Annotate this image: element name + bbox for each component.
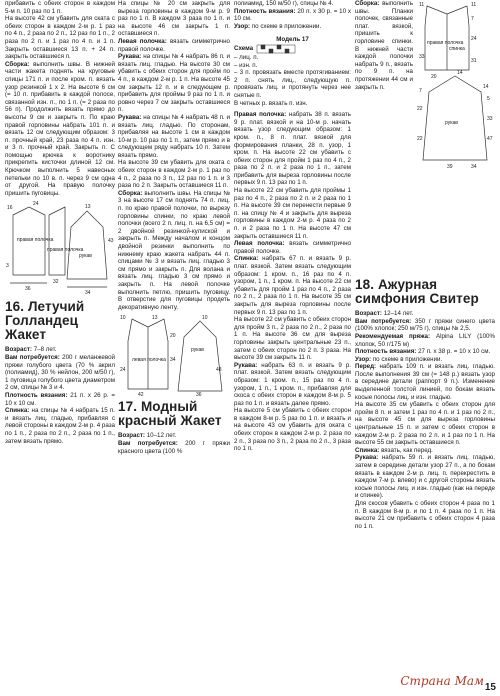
diagram-num: 16 [7, 205, 13, 212]
col3-left-front [234, 240, 351, 255]
sleeves-label: Рукава: [355, 454, 379, 462]
col4-para2: На высоте 35 см убавить с обеих сторон для пройм 8 п. и затем 1 раз по 4 п. и 1 раз по 2 п., на высоте 45 см для выреза горловины центральные 15 п. и затем с обеих сторон в каждом 2-м р. 2 раза по 2 п. и 1 раз по 1 п. На высоте 55 см закрыть оставшиеся п. [355, 401, 497, 447]
col1-density [5, 392, 115, 407]
pattern-label: Узор: [234, 22, 251, 30]
right-front-text: набрать 38 п. вязать 9 р. плат. вязкой и на 10-м р. начать вязать узор следующим образом: 1 кром. п., 8 п. плат. вязкой для формирования планки, 28 п. узор, 1 кром. п. На высоте 22 см убавить с обеих сторон для пройм 1 раз по 4 п., 2 раза по 2 п. и 2 раза по 1 п., затем прибавить для выреза горловины после первых 9 п. 13 раз по 1 п. [234, 111, 353, 187]
diagram-num: 10 [120, 315, 126, 322]
col3-density [234, 8, 351, 23]
diagram-num: 34 [471, 164, 477, 170]
pattern-text: по схеме в приложении. [250, 22, 322, 30]
pattern-diagram-16 [5, 197, 115, 297]
back-text: вязать, как перед. [379, 446, 433, 454]
diagram-num: 24 [120, 367, 126, 374]
sleeves2-text: на спицы № 4 набрать 48 п. и вязать лиц. гладью. По сторонам, прибавляя на высоте 1 см в каждом 10-м р. 10 раз по 1 п., затем прямо и в следующем ряду набрать 10 п. Затем вязать прямо. [118, 113, 232, 159]
diagram-num: 5 [487, 96, 490, 102]
col4-back [355, 447, 495, 455]
col4-front [355, 363, 495, 401]
col1-para2: На высоте 42 см убавить для ската с обеих сторон в каждом 2-м р. 1 раз по 4 п., 2 раза по 2 п., 12 раз по 1 п., 2 раза по 2 п. и 1 раз по 4 п. и 1 п. Закрыть оставшиеся 13 п. + 24 п. закрыть оставшиеся п. [5, 15, 117, 61]
diagram-num: 34 [85, 290, 91, 297]
col3-sleeves [234, 362, 351, 408]
col4-para3: Для скосов убавить с обеих сторон 4 раза по 1 п. В каждом 8-м р. и по 1 п. 4 раза по 1 п. На высоте 21 см прибавить с обеих сторон 4 раза по 1 п. [355, 499, 497, 530]
col1-materials [5, 354, 115, 392]
col2-sleeves [118, 53, 230, 114]
diagram-num: 47 [487, 136, 493, 142]
column-1 [5, 0, 115, 445]
diagram-label: правая полочка [427, 40, 464, 46]
col2-sleeves2 [118, 114, 230, 160]
pattern-diagram-17 [118, 311, 230, 397]
front-label: Перед: [355, 363, 377, 371]
assembly-label: Сборка: [118, 189, 143, 197]
diagram-num: 20 [431, 74, 437, 80]
pattern-label: Узор: [355, 355, 372, 363]
col3-para2: На высоте 22 см убавить для проймы 1 раз по 4 п., 2 раза по 2 п. и 2 раза по 1 п. На высоте 39 см перенести первые 9 п. на спицу № 4 и закрыть для выреза горловины в каждом 2-м р. 4 раза по 2 п. и 2 раза по 1 п. На высоте 47 см закрыть оставшиеся 11 п. [234, 187, 353, 240]
pattern-text: по схеме в приложении. [371, 355, 443, 363]
diagram-num: 36 [25, 286, 31, 293]
section-number: 17. [118, 399, 138, 415]
section-title: Ажурная симфония Свитер [355, 277, 479, 307]
materials-label: Вам потребуется: [355, 317, 412, 325]
diagram-label-sleeve: рукав [79, 253, 92, 260]
col1-para1: прибавить с обеих сторон в каждом 5-м п. 10 раз по 1 п. [5, 0, 117, 15]
sleeves-text: набрать 63 п. и вязать 9 р. плат. вязкой. Затем вязать следующим образом: 1 кром. п., 15 раз по 4 п. узором, 1 п., 1 кром. п., прибавляя для скоса с обеих сторон в каждом 8-м р. 5 раз по 1 п. и вязать далее прямо. [234, 361, 353, 407]
col2-sleeves3: На высоте 39 см убавить для оката с обеих сторон в каждом 2-м р. 1 раз по 4 п., 2 раза по 3 п., 12 раз по 1 п. и 3 раза по 2 п. Закрыть оставшиеся 11 п. [118, 159, 232, 190]
col4-assembly [355, 0, 413, 91]
diagram-num: 39 [447, 164, 453, 170]
density-label: Плотность вязания: [234, 7, 296, 15]
legend-knit: – лиц. п. [234, 53, 259, 61]
back-label: Спинка: [355, 446, 380, 454]
assembly-label: Сборка: [5, 60, 30, 68]
diagram-num: 10 [202, 315, 208, 322]
diagram-label: левая полочка [132, 357, 166, 364]
diagram-label: спинка [449, 46, 465, 52]
left-front-label: Левая полочка: [118, 37, 167, 45]
diagram-num: 11 [471, 2, 477, 8]
diagram-num: 13 [152, 315, 158, 322]
scheme-grid-icon [256, 44, 296, 54]
diagram-num: 33 [487, 116, 493, 122]
diagram-num: 7 [471, 16, 474, 22]
sleeves-label: Рукава: [118, 53, 142, 61]
column-2 [118, 0, 230, 455]
left-front-label: Левая полочка: [234, 240, 285, 248]
section-heading-16 [5, 300, 115, 342]
col2-left-front [118, 38, 230, 53]
col1-back [5, 407, 115, 445]
page-number: 15 [484, 682, 496, 693]
column-4 [355, 0, 495, 530]
diagram-num: 14 [457, 70, 463, 76]
diagram-label: рукав [445, 120, 458, 126]
right-front-label: Правая полочка: [234, 111, 287, 119]
col3-pattern [234, 23, 351, 31]
diagram-num: 33 [419, 54, 425, 60]
assembly-text: выполнить швы. На спицы № 3 на высоте 17 см поднять 74 п. лиц. п. по краю правой полочки, по вырезу горловины спинки, по краю левой полочки (всего 2 п. лиц. п. на 6,5 см) = 2 двойной резинкой-кулиской и закрыть п. Между началом и концом двойной резинки выполнить по нижнему краю жакета набрать 44 п. спицами № 3 и вязать лиц. гладью 3 см прямо и закрыть п. Для волана и вязать лиц. гладью 3 см прямо и закрыть п. На левой полочке выполнить петлю, пришить пуговицу. В отверстие для пуговицы продеть декоративную ленту. [118, 189, 232, 311]
diagram-num: 22 [417, 106, 423, 112]
col2-para1: На спицы № 20 см закрыть для выреза горловины в каждом 9-м р. 9 раз по 1 п. В каждом 3 раза по 1 п. и на высоте 46 см закрыть 1 п. оставшиеся п. [118, 0, 232, 38]
left-front-text: вязать симметрично правой полочке. [118, 37, 232, 53]
density-text: 20 п. х 30 р. = 10 х 10 см. [234, 7, 353, 23]
density-text: 27 п. х 38 р. = 10 х 10 см. [416, 348, 491, 356]
back-text: набрать 67 п. и вязать 9 р. плат. вязкой. Затем вязать следующим образом: 1 кром. п., 16 раз по 4 п. узором, 1 п., 1 кром. п. На высоте 22 см убавить для пройм 1 раз по 4 п., 2 раза по 2 п., 2 раза по 1 п. На высоте 35 см закрыть для выреза горловины после первых 9 п. 13 раз по 1 п. [234, 255, 353, 316]
diagram-num: 13 [85, 204, 91, 211]
pattern-diagram-18a [417, 0, 495, 170]
col4-sleeves [355, 454, 495, 500]
col3-back [234, 255, 351, 316]
scheme-label: Схема [234, 45, 254, 53]
diagram-num: 31 [471, 58, 477, 64]
yarn-label: Рекомендуемая пряжа: [355, 332, 431, 340]
sleeves-text: на спицы № 4 набрать 86 п. и вязать лиц. гладью. На высоте 30 см убавить с обеих сторон для пройм по 4 п., в каждом 2-м р. 1 п. На высоте 45 см закрыть 12 п. и в следующем р. прибавить для проймы 9 раз по 1 п. и ровно через 7 см закрыть оставшиеся п. [118, 53, 232, 114]
back-text: на спицы № 4 набрать 15 п. и вязать лиц. гладью, прибавляя с левой стороны в каждом 2-м р. 4 раза по 1 п., 2 раза по 2 п., 2 раза по 1 п., затем вязать прямо. [5, 407, 117, 445]
left-front-text: вязать симметрично правой полочке. [234, 240, 353, 255]
materials-text: 350 г пряжи синего цвета (100% хлопок; 250 м/75 г), спицы № 2,5. [355, 317, 497, 333]
section-title: Летучий Голландец Жакет [5, 299, 85, 343]
density-label: Плотность вязания: [5, 392, 68, 399]
density-text: 21 п. х 26 р. = 10 х 10 см. [5, 392, 117, 407]
col3-right-front [234, 111, 351, 187]
assembly-text: выполнить швы. Планки полочек, связанные плат. вязкой, пришить к горловине спинки. В нижней части каждой полочки набрать 9 п., вязать по 9 п. на протяжении 44 см и закрыть п. [355, 0, 415, 91]
sleeves-text: набрать 59 п. и вязать лиц. гладью, затем в середине детали узор 27 п., а по бокам вязать в каждом 2-м р. лиц. п. перекрестить в каждом 7-м р. влево) и с другой стороны вязать косые полосы лиц. и изн. гладью (как на переде и спинке). [355, 454, 497, 500]
materials-text: 200 г меланжевой пряжи голубого цвета (70 % акрил (полиамид), 30 % нейлон, 200 м/50 г), 1 пуговица голубого цвета диаметром 2 см, спицы № 3 и 4. [5, 354, 117, 392]
sleeves2-label: Рукава: [118, 113, 142, 121]
back-label: Спинка: [234, 255, 259, 263]
model-label: Модель 17 [276, 36, 309, 44]
materials-text: 200 г пряжи красного цвета (100 % [118, 439, 232, 455]
column-3 [234, 0, 351, 453]
back-label: Спинка: [5, 407, 30, 415]
section-title: Модный красный Жакет [118, 399, 222, 429]
diagram-num: 48 [216, 367, 222, 374]
col2-age [118, 432, 230, 440]
diagram-num: 32 [53, 279, 59, 286]
diagram-num: 24 [471, 36, 477, 42]
diagram-num: 14 [483, 84, 489, 90]
col4-yarn [355, 333, 495, 348]
legend-purl: – изн. п. [234, 61, 258, 69]
col1-age [5, 346, 115, 354]
diagram-num: 20 [170, 333, 176, 340]
diagram-num: 36 [196, 392, 202, 398]
col4-age [355, 310, 495, 318]
age-value: 10–12 лет. [145, 432, 177, 440]
sleeves-label: Рукава: [234, 361, 258, 369]
col4-pattern [355, 356, 495, 364]
col3-para1: полиамид, 150 м/50 г), спицы № 4. [234, 0, 334, 7]
front-text: набрать 109 п. и вязать лиц. гладью. После выполнения 39 см (= 148 р.) вязать узор в середине детали (раппорт 9 п.). Изменение выделенной толстой линией, по бокам вязать косые полосы лиц. и изн. гладью. [355, 363, 497, 401]
age-value: 12–14 лет. [382, 310, 414, 318]
col3-para4: На высоте 5 см убавить с обеих сторон в каждом 8-м р. 5 раз по 1 п. и вязать и на высоте 43 см убавить для оката с обеих сторон в каждом 2-м р. 2 раза по 2 п., 3 раза по 3 п., 2 раза по 2 п., 3 раза по 1 п. [234, 407, 353, 453]
diagram-num: 24 [33, 201, 39, 208]
diagram-label: рукав [191, 347, 204, 354]
diagram-num: 7 [419, 88, 422, 94]
diagram-label-right: правая полочка [47, 247, 84, 254]
section-heading-18 [355, 278, 495, 306]
section-number: 18. [355, 277, 375, 293]
col2-assembly [118, 190, 230, 312]
age-label: Возраст: [5, 346, 32, 354]
age-value: 7–8 лет. [32, 346, 57, 354]
diagram-num: 11 [419, 2, 425, 8]
materials-label: Вам потребуется: [5, 354, 60, 362]
diagram-num: 3 [6, 263, 9, 270]
diagram-num: 42 [138, 392, 144, 398]
col4-density [355, 348, 495, 356]
diagram-num: 22 [417, 136, 423, 142]
section-heading-17 [118, 400, 230, 428]
age-label: Возраст: [118, 432, 145, 440]
diagram-label-left: правая полочка [17, 237, 54, 244]
legend-cross: – 3 п. провязать вместе протягиванием: 2 п. снять лиц., следующую п. провязать лиц. и протянуть через нее снятые п. [234, 69, 353, 99]
section-number: 16. [5, 299, 25, 315]
legend-note: В четных р. вязать п. изн. [234, 99, 308, 107]
col2-materials [118, 440, 230, 455]
assembly-label: Сборка: [355, 0, 380, 7]
site-watermark: Страна Мам [400, 674, 484, 688]
assembly-text: выполнить швы. В нижней части жакета поднять на круговые спицы 171 п. и после кром. п. вязать узор резинкой 1 х 2. На высоте 6 см (= 10 п. прибавить в каждой полосе, связанной изн. п., по 1 п. (= 2 раза по 56 п). Продолжить вязать прямо до высоты 9 см и закрыть п. По краю правой горловины набрать 101 п. и вязать 12 см следующим образом: 3 п. прочный край, 23 раза по 4 п. изн. и 3 п. прочный край. Закрыть п. С помощью крючка к воротнику прикрепить кисточки длиной 12 см. Крючком выполнить 5 навесных петельки по 10 в. п. через 9 см одна от другой. На правую полочку пришить пуговицы. [5, 60, 117, 197]
diagram-num: 43 [108, 238, 114, 245]
density-label: Плотность вязания: [355, 348, 417, 356]
age-label: Возраст: [355, 310, 382, 318]
yarn-text: Alpina LILY (100% хлопок, 50 г/175 м) [355, 332, 497, 348]
diagram-num: 34 [170, 357, 176, 364]
col4-materials [355, 318, 495, 333]
materials-label: Вам потребуется: [118, 439, 178, 447]
scheme-block [234, 44, 351, 54]
col3-para3: На высоте 22 см убавить с обеих сторон для пройм 3 п., 2 раза по 2 п., 2 раза по 1 п. На высоте 36 см для выреза горловины закрыть центральные 23 п., затем с обеих сторон по 2 п. 3 раза. На высоте 39 см закрыть 11 п. [234, 316, 353, 362]
col1-assembly [5, 61, 115, 198]
